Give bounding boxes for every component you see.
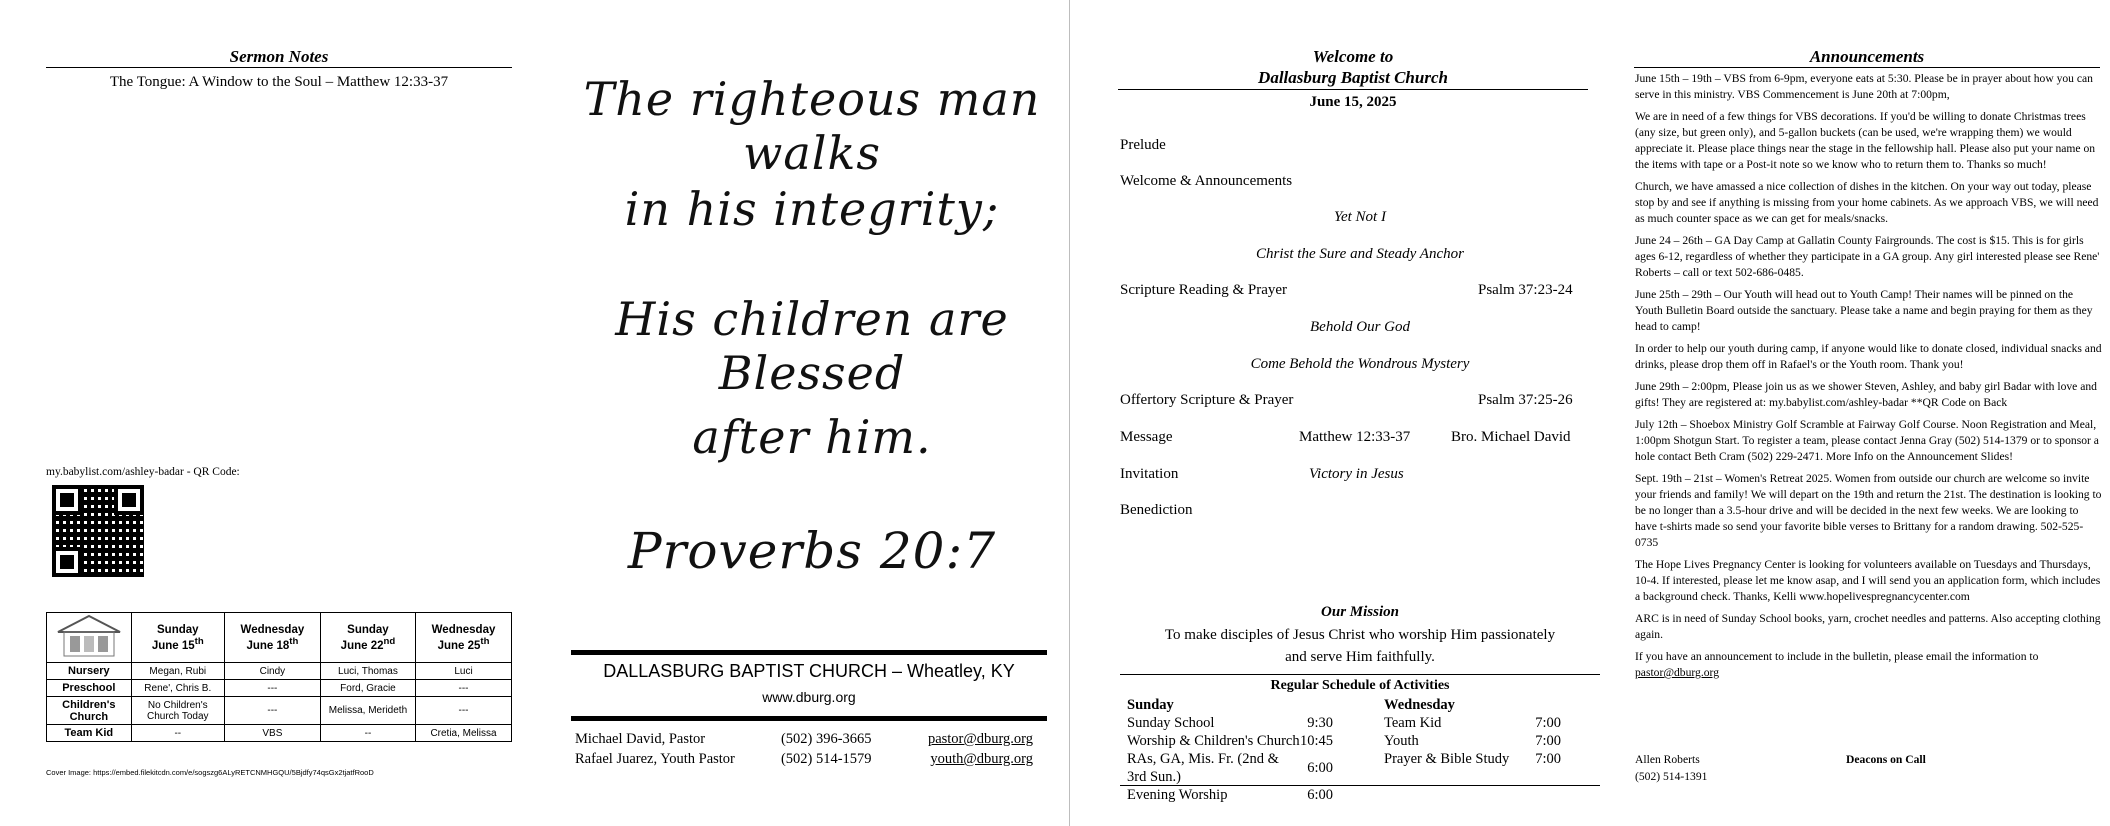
schedule-row: Prayer & Bible Study 7:00 xyxy=(1384,751,1561,767)
order-prelude: Prelude xyxy=(1120,137,1166,153)
table-header-col-4: Wednesday June 25th xyxy=(416,613,512,663)
order-message: Message xyxy=(1120,429,1173,445)
table-header-col-3: Sunday June 22nd xyxy=(320,613,415,663)
schedule-bottom-rule xyxy=(1120,785,1600,786)
verse-line-1: The righteous man walks xyxy=(583,72,1041,180)
service-date: June 15, 2025 xyxy=(1309,94,1397,110)
church-block-top-bar xyxy=(571,650,1047,655)
mission-line-2: and serve Him faithfully. xyxy=(1285,649,1435,665)
qr-code-image[interactable] xyxy=(52,485,144,577)
mission-rule xyxy=(1120,674,1600,675)
order-scripture-ref: Psalm 37:23-24 xyxy=(1478,282,1573,298)
table-logo-cell xyxy=(47,613,132,663)
schedule-row: RAs, GA, Mis. Fr. (2nd & 3rd Sun.) 6:00 xyxy=(1127,751,1333,785)
announcement-item: July 12th – Shoebox Ministry Golf Scramble at Fairway Golf Course. Noon Registration and Meal, 1:00pm Shotgun Start. To register a team, please contact Jenna Gray (502) 514-1379 or to sponsor a hole contact Beth Cram (502) 229-2471. More Info on the Announcement Slides! xyxy=(1635,418,2099,463)
schedule-row: Worship & Children's Church 10:45 xyxy=(1127,733,1333,749)
contact-row: Rafael Juarez, Youth Pastor (502) 514-1579 youth@dburg.org xyxy=(575,751,1033,767)
order-song-1: Yet Not I xyxy=(1334,209,1386,225)
order-message-ref: Matthew 12:33-37 xyxy=(1299,429,1411,445)
order-offertory: Offertory Scripture & Prayer xyxy=(1120,392,1294,408)
order-message-speaker: Bro. Michael David xyxy=(1451,429,1571,445)
announcement-item: Sept. 19th – 21st – Women's Retreat 2025. Women from outside our church are welcome so invite your friends and family! We will depart on the 19th and return the 21st. The destination is looking to be no longer than a 3.5-hour drive and will be decided in the next few weeks. We are looking to have t-shirts made so send your favorite bible verses to Brittany for a random drawing. 502-525-0735 xyxy=(1635,472,2102,549)
sermon-title: The Tongue: A Window to the Soul – Matthew 12:33-37 xyxy=(109,74,449,90)
pastor-email-link[interactable]: pastor@dburg.org xyxy=(927,731,1033,747)
announcement-item: June 29th – 2:00pm, Please join us as we shower Steven, Ashley, and baby girl Badar with love and gifts! They are registered at: my.babylist.com/ashley-badar **QR Code on Back xyxy=(1635,380,2097,409)
schedule-row: Youth 7:00 xyxy=(1384,733,1561,749)
announcement-item: June 15th – 19th – VBS from 6-9pm, everyone eats at 5:30. Please be in prayer about how you can serve in this ministry. VBS Commencement is June 20th at 7:00pm, xyxy=(1635,72,2093,101)
deacons-on-call-label: Deacons on Call xyxy=(1846,753,1926,766)
church-name: DALLASBURG BAPTIST CHURCH – Wheatley, KY xyxy=(603,661,1015,681)
qr-caption: my.babylist.com/ashley-badar - QR Code: xyxy=(46,466,240,478)
announcement-item: June 25th – 29th – Our Youth will head out to Youth Camp! Their names will be pinned on the Youth Bulletin Board outside the sanctuary. Please take a name and begin praying for them as they head to camp! xyxy=(1635,288,2093,333)
schedule-row: Sunday School 9:30 xyxy=(1127,715,1333,731)
announcements-rule xyxy=(1634,67,2100,68)
announcement-item: We are in need of a few things for VBS decorations. If you'd be willing to donate Christmas trees (any size, but green only), and 5-gallon buckets (can be used, we're wrapping them) we would appreciate it. Please place things near the stage in the fellowship hall. Please also put your name on the items with tape or a Post-it note so we know who to return them to. Thanks so much! xyxy=(1635,110,2096,171)
order-invitation: Invitation xyxy=(1120,466,1179,482)
schedule-wednesday: Wednesday Team Kid 7:00 Youth 7:00 Prayer & Bible Study 7:00 xyxy=(1384,697,1561,767)
announcement-item: Church, we have amassed a nice collection of dishes in the kitchen. On your way out today, please stop by and see if anything is missing from your home cabinets. As we approach VBS, we will need as much counter space as we can get for meals/snacks. xyxy=(1635,180,2099,225)
table-header-col-1: Sunday June 15th xyxy=(131,613,224,663)
announcements-list xyxy=(1635,71,2103,687)
schedule-row: Team Kid 7:00 xyxy=(1384,715,1561,731)
schedule-row: Evening Worship 6:00 xyxy=(1127,787,1333,803)
contact-row: Michael David, Pastor (502) 396-3665 pastor@dburg.org xyxy=(575,731,1033,747)
staff-contacts xyxy=(575,729,1033,769)
table-row: Preschool Rene', Chris B. --- Ford, Gracie --- xyxy=(47,680,512,697)
nursery-table xyxy=(46,612,512,742)
order-song-4: Come Behold the Wondrous Mystery xyxy=(1250,356,1470,372)
deacon-name: Allen Roberts xyxy=(1635,753,1700,766)
order-invitation-song: Victory in Jesus xyxy=(1309,466,1404,482)
verse-line-3: His children are Blessed xyxy=(615,292,1009,400)
page-divider xyxy=(1069,0,1070,826)
schedule-heading: Regular Schedule of Activities xyxy=(1270,678,1450,693)
announcement-item: June 24 – 26th – GA Day Camp at Gallatin County Fairgrounds. The cost is $15. This is for girls ages 6-12, regardless of whether they participate in a GA group. Any girl interested please see Rene' Roberts – call or text 502-686-0485. xyxy=(1635,234,2100,279)
table-header-col-2: Wednesday June 18th xyxy=(224,613,320,663)
announcement-email-link[interactable]: pastor@dburg.org xyxy=(1635,666,1719,679)
order-song-2: Christ the Sure and Steady Anchor xyxy=(1256,246,1464,262)
order-offertory-ref: Psalm 37:25-26 xyxy=(1478,392,1573,408)
announcement-item: ARC is in need of Sunday School books, yarn, crochet needles and patterns. Also accepting clothing again. xyxy=(1635,612,2101,641)
verse-line-2: in his integrity; xyxy=(624,182,1000,236)
sermon-notes-heading: Sermon Notes xyxy=(229,47,329,66)
mission-line-1: To make disciples of Jesus Christ who worship Him passionately xyxy=(1164,627,1556,643)
welcome-line-1: Welcome to xyxy=(1312,47,1394,66)
cover-image-credit: Cover Image: https://embed.filekitcdn.com/e/sogszg6ALyRETCNMHGQU/5Bjdfy74qsGx2tjatfRooD xyxy=(46,768,374,777)
table-row: Team Kid -- VBS -- Cretia, Melissa xyxy=(47,725,512,742)
church-logo-icon xyxy=(54,614,124,658)
table-row: Nursery Megan, Rubi Cindy Luci, Thomas Luci xyxy=(47,663,512,680)
mission-heading: Our Mission xyxy=(1321,604,1399,620)
announcement-item: The Hope Lives Pregnancy Center is looking for volunteers available on Tuesdays and Thursdays, 10-4. If interested, please let me know asap, and I will send you an application form, which includes a background check. Thanks, Kelli www.hopelivespregnancycenter.com xyxy=(1635,558,2101,603)
deacon-phone: (502) 514-1391 xyxy=(1635,770,1708,783)
table-row: Children's Church No Children's Church Today --- Melissa, Merideth --- xyxy=(47,697,512,725)
church-website[interactable]: www.dburg.org xyxy=(762,689,856,705)
welcome-rule xyxy=(1118,89,1588,90)
verse-line-4: after him. xyxy=(692,410,932,464)
announcement-item: If you have an announcement to include in the bulletin, please email the information to xyxy=(1635,650,2039,663)
announcement-item: In order to help our youth during camp, if anyone would like to donate closed, individual snacks and drinks, please drop them off in Rafael's or the Youth room. Thank you! xyxy=(1635,342,2102,371)
welcome-line-2: Dallasburg Baptist Church xyxy=(1258,68,1448,87)
verse-reference: Proverbs 20:7 xyxy=(627,522,997,580)
order-scripture: Scripture Reading & Prayer xyxy=(1120,282,1288,298)
order-benediction: Benediction xyxy=(1120,502,1193,518)
schedule-sunday: Sunday Sunday School 9:30 Worship & Children's Church 10:45 RAs, GA, Mis. Fr. (2nd & 3rd Sun.) 6:00 Evening Worship 6:00 xyxy=(1127,697,1333,803)
sermon-rule xyxy=(46,67,512,68)
order-song-3: Behold Our God xyxy=(1310,319,1410,335)
church-block-bottom-bar xyxy=(571,716,1047,721)
announcements-heading: Announcements xyxy=(1809,47,1925,66)
order-welcome: Welcome & Announcements xyxy=(1120,173,1293,189)
youth-email-link[interactable]: youth@dburg.org xyxy=(930,751,1033,767)
